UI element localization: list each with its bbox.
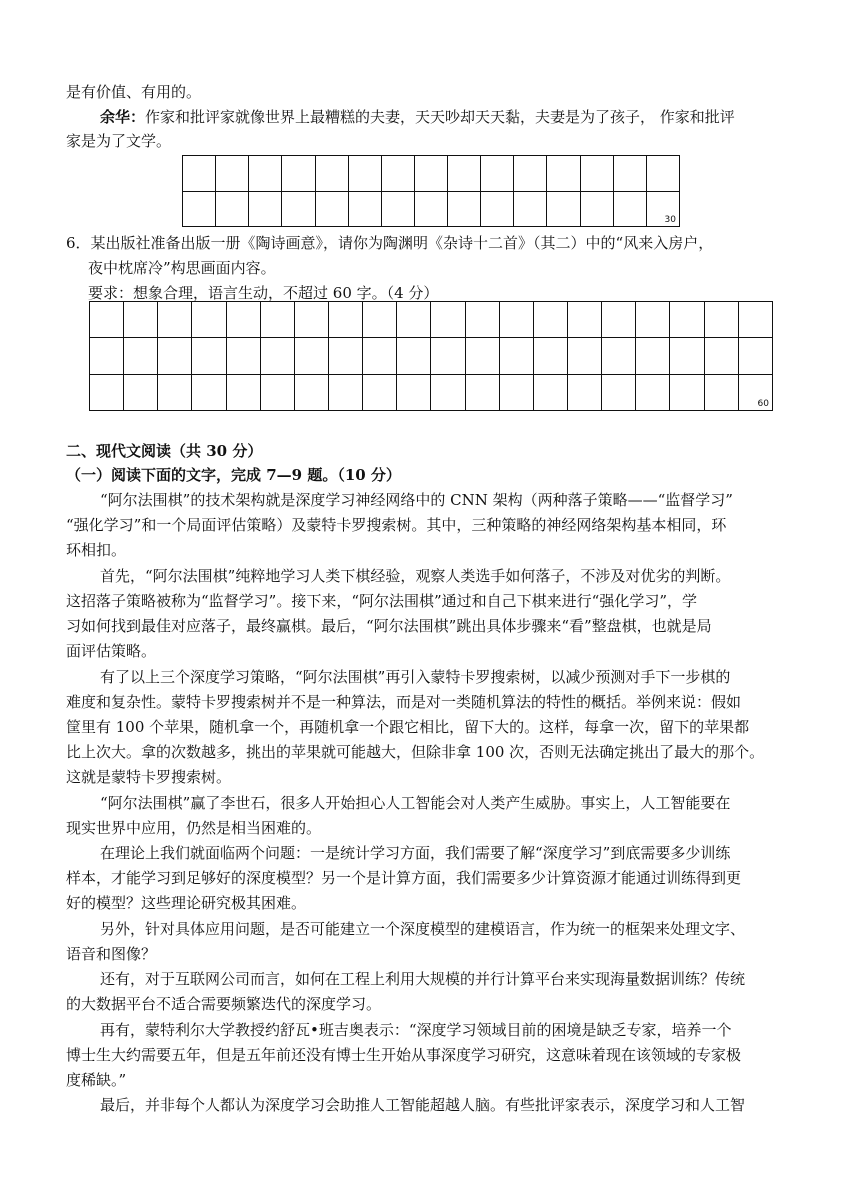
grid-cell[interactable] xyxy=(533,302,567,338)
grid-cell[interactable] xyxy=(499,374,533,410)
text-line-3: 家是为了文学。 xyxy=(66,132,172,150)
grid-cell[interactable] xyxy=(448,156,481,192)
grid-cell[interactable] xyxy=(613,191,646,227)
para-2-line-4: 面评估策略。 xyxy=(66,642,157,660)
grid-cell[interactable] xyxy=(294,374,328,410)
grid-cell[interactable] xyxy=(465,338,499,374)
grid-count-label: 30 xyxy=(664,215,676,225)
grid-cell[interactable] xyxy=(431,374,465,410)
para-4-line-2: 现实世界中应用，仍然是相当困难的。 xyxy=(66,819,322,837)
para-5-line-1: 在理论上我们就面临两个问题：一是统计学习方面，我们需要了解“深度学习”到底需要多少训练 xyxy=(100,844,731,862)
grid-cell[interactable] xyxy=(315,191,348,227)
grid-cell[interactable] xyxy=(158,374,192,410)
grid-cell[interactable] xyxy=(192,302,226,338)
grid-cell[interactable] xyxy=(670,374,704,410)
grid-cell[interactable] xyxy=(465,374,499,410)
para-2-line-3: 习如何找到最佳对应落子，最终赢棋。最后，“阿尔法围棋”跳出具体步骤来“看”整盘棋，也就是局 xyxy=(66,617,712,635)
para-3-line-5: 这就是蒙特卡罗搜索树。 xyxy=(66,768,232,786)
grid-cell[interactable] xyxy=(192,374,226,410)
para-5-line-2: 样本，才能学习到足够好的深度模型？另一个是计算方面，我们需要多少计算资源才能通过训练得到更 xyxy=(66,869,742,887)
grid-cell[interactable] xyxy=(124,338,158,374)
grid-cell[interactable] xyxy=(481,191,514,227)
para-7-line-1: 还有，对于互联网公司而言，如何在工程上利用大规模的并行计算平台来实现海量数据训练？传统 xyxy=(100,970,746,988)
grid-cell[interactable] xyxy=(124,302,158,338)
speaker-name: 余华： xyxy=(100,108,146,126)
question-6: 6．某出版社准备出版一册《陶诗画意》，请你为陶渊明《杂诗十二首》（其二）中的“风来入房户， xyxy=(66,234,714,252)
grid-cell[interactable] xyxy=(260,338,294,374)
grid-cell[interactable] xyxy=(414,191,447,227)
grid-row xyxy=(183,156,680,192)
para-3-line-4: 比上次大。拿的次数越多，挑出的苹果就可能越大，但除非拿 100 次，否则无法确定挑出了最大的那个。 xyxy=(66,743,765,761)
grid-cell[interactable] xyxy=(704,338,738,374)
grid-cell[interactable] xyxy=(294,338,328,374)
grid-cell[interactable] xyxy=(547,156,580,192)
grid-cell[interactable] xyxy=(328,338,362,374)
grid-cell[interactable] xyxy=(670,302,704,338)
grid-row xyxy=(90,302,773,338)
para-1-line-3: 环相扣。 xyxy=(66,541,127,559)
grid-cell[interactable] xyxy=(481,156,514,192)
para-3-line-2: 难度和复杂性。蒙特卡罗搜索树并不是一种算法，而是对一类随机算法的特性的概括。举例来说：假如 xyxy=(66,693,742,711)
grid-cell[interactable] xyxy=(499,302,533,338)
grid-cell[interactable] xyxy=(547,191,580,227)
grid-cell[interactable] xyxy=(315,156,348,192)
grid-cell[interactable] xyxy=(216,191,249,227)
grid-cell[interactable] xyxy=(260,302,294,338)
para-2-line-1: 首先，“阿尔法围棋”纯粹地学习人类下棋经验，观察人类选手如何落子，不涉及对优劣的判断。 xyxy=(100,567,731,585)
para-4-line-1: “阿尔法围棋”赢了李世石，很多人开始担心人工智能会对人类产生威胁。事实上，人工智能要在 xyxy=(100,794,731,812)
grid-cell[interactable] xyxy=(249,191,282,227)
subsection-heading: （一）阅读下面的文字，完成 7—9 题。（10 分） xyxy=(66,466,401,484)
grid-cell[interactable] xyxy=(216,156,249,192)
grid-cell[interactable] xyxy=(90,338,124,374)
answer-grid-60[interactable] xyxy=(89,301,773,411)
grid-cell[interactable] xyxy=(499,338,533,374)
grid-cell[interactable] xyxy=(636,302,670,338)
grid-cell[interactable] xyxy=(158,302,192,338)
grid-cell[interactable] xyxy=(124,374,158,410)
para-7-line-2: 的大数据平台不适合需要频繁迭代的深度学习。 xyxy=(66,995,382,1013)
grid-cell[interactable] xyxy=(260,374,294,410)
grid-cell[interactable] xyxy=(431,302,465,338)
grid-cell[interactable] xyxy=(249,156,282,192)
grid-cell[interactable] xyxy=(602,302,636,338)
grid-cell[interactable] xyxy=(363,302,397,338)
grid-cell[interactable] xyxy=(183,156,216,192)
grid-cell[interactable] xyxy=(613,156,646,192)
para-8-line-3: 度稀缺。” xyxy=(66,1071,127,1089)
grid-cell[interactable] xyxy=(414,156,447,192)
grid-cell[interactable] xyxy=(704,302,738,338)
grid-cell[interactable] xyxy=(381,156,414,192)
grid-cell[interactable] xyxy=(636,338,670,374)
question-6-cont: 夜中枕席冷”构思画面内容。 xyxy=(88,259,276,277)
grid-cell[interactable] xyxy=(602,338,636,374)
grid-cell[interactable] xyxy=(602,374,636,410)
grid-cell[interactable] xyxy=(192,338,226,374)
section-heading: 二、现代文阅读（共 30 分） xyxy=(66,442,263,460)
grid-cell[interactable] xyxy=(533,338,567,374)
para-2-line-2: 这招落子策略被称为“监督学习”。接下来，“阿尔法围棋”通过和自己下棋来进行“强化学习”，学 xyxy=(66,592,698,610)
grid-cell[interactable] xyxy=(226,374,260,410)
grid-cell[interactable] xyxy=(226,302,260,338)
grid-cell[interactable] xyxy=(636,374,670,410)
grid-cell[interactable] xyxy=(90,374,124,410)
grid-cell[interactable] xyxy=(183,191,216,227)
para-3-line-1: 有了以上三个深度学习策略，“阿尔法围棋”再引入蒙特卡罗搜索树，以减少预测对手下一步棋的 xyxy=(100,668,731,686)
grid-row xyxy=(90,374,773,410)
grid-cell[interactable] xyxy=(567,302,601,338)
grid-cell[interactable] xyxy=(90,302,124,338)
grid-cell[interactable] xyxy=(738,338,772,374)
grid-cell[interactable] xyxy=(226,338,260,374)
grid-cell[interactable] xyxy=(514,191,547,227)
text-line-2: 余华：作家和批评家就像世界上最糟糕的夫妻，天天吵却天天黏，夫妻是为了孩子， 作家和批评 xyxy=(100,108,735,126)
grid-cell[interactable] xyxy=(328,302,362,338)
grid-cell[interactable] xyxy=(704,374,738,410)
grid-cell[interactable] xyxy=(363,338,397,374)
grid-cell[interactable] xyxy=(448,191,481,227)
question-6-requirement: 要求：想象合理，语言生动，不超过 60 字。（4 分） xyxy=(88,284,439,302)
grid-cell[interactable] xyxy=(514,156,547,192)
grid-row xyxy=(183,191,680,227)
grid-cell[interactable] xyxy=(738,302,772,338)
para-8-line-1: 再有，蒙特利尔大学教授约舒瓦•班吉奥表示：“深度学习领域目前的困境是缺乏专家，培养一个 xyxy=(100,1021,732,1039)
grid-cell[interactable] xyxy=(465,302,499,338)
grid-cell[interactable] xyxy=(738,374,772,410)
grid-cell[interactable] xyxy=(348,156,381,192)
grid-row xyxy=(90,338,773,374)
para-8-line-2: 博士生大约需要五年，但是五年前还没有博士生开始从事深度学习研究，这意味着现在该领域的专家极 xyxy=(66,1046,742,1064)
grid-cell[interactable] xyxy=(282,156,315,192)
grid-cell[interactable] xyxy=(294,302,328,338)
para-1-line-2: “强化学习”和一个局面评估策略）及蒙特卡罗搜索树。其中，三种策略的神经网络架构基本相同，环 xyxy=(66,516,727,534)
grid-cell[interactable] xyxy=(580,156,613,192)
para-9-line-1: 最后，并非每个人都认为深度学习会助推人工智能超越人脑。有些批评家表示，深度学习和人工智 xyxy=(100,1096,746,1114)
grid-cell[interactable] xyxy=(397,374,431,410)
para-6-line-2: 语音和图像？ xyxy=(66,945,157,963)
grid-cell[interactable] xyxy=(328,374,362,410)
grid-cell[interactable] xyxy=(397,302,431,338)
para-5-line-3: 好的模型？这些理论研究极其困难。 xyxy=(66,894,307,912)
grid-cell[interactable] xyxy=(282,191,315,227)
grid-cell[interactable] xyxy=(431,338,465,374)
grid-cell[interactable] xyxy=(646,156,679,192)
grid-cell[interactable] xyxy=(567,338,601,374)
para-6-line-1: 另外，针对具体应用问题，是否可能建立一个深度模型的建模语言，作为统一的框架来处理文字、 xyxy=(100,920,746,938)
text-line-1: 是有价值、有用的。 xyxy=(66,83,202,101)
grid-cell[interactable] xyxy=(580,191,613,227)
grid-cell[interactable] xyxy=(567,374,601,410)
grid-cell[interactable] xyxy=(533,374,567,410)
grid-cell[interactable] xyxy=(381,191,414,227)
grid-cell[interactable] xyxy=(397,338,431,374)
grid-cell[interactable] xyxy=(158,338,192,374)
grid-cell[interactable] xyxy=(646,191,679,227)
para-3-line-3: 筐里有 100 个苹果，随机拿一个，再随机拿一个跟它相比，留下大的。这样，每拿一次，留下的苹果都 xyxy=(66,718,750,736)
grid-cell[interactable] xyxy=(363,374,397,410)
answer-grid-30[interactable] xyxy=(182,155,680,227)
grid-cell[interactable] xyxy=(670,338,704,374)
para-1-line-1: “阿尔法围棋”的技术架构就是深度学习神经网络中的 CNN 架构（两种落子策略——“监督学习” xyxy=(100,491,733,509)
grid-count-label: 60 xyxy=(757,399,769,409)
grid-cell[interactable] xyxy=(348,191,381,227)
